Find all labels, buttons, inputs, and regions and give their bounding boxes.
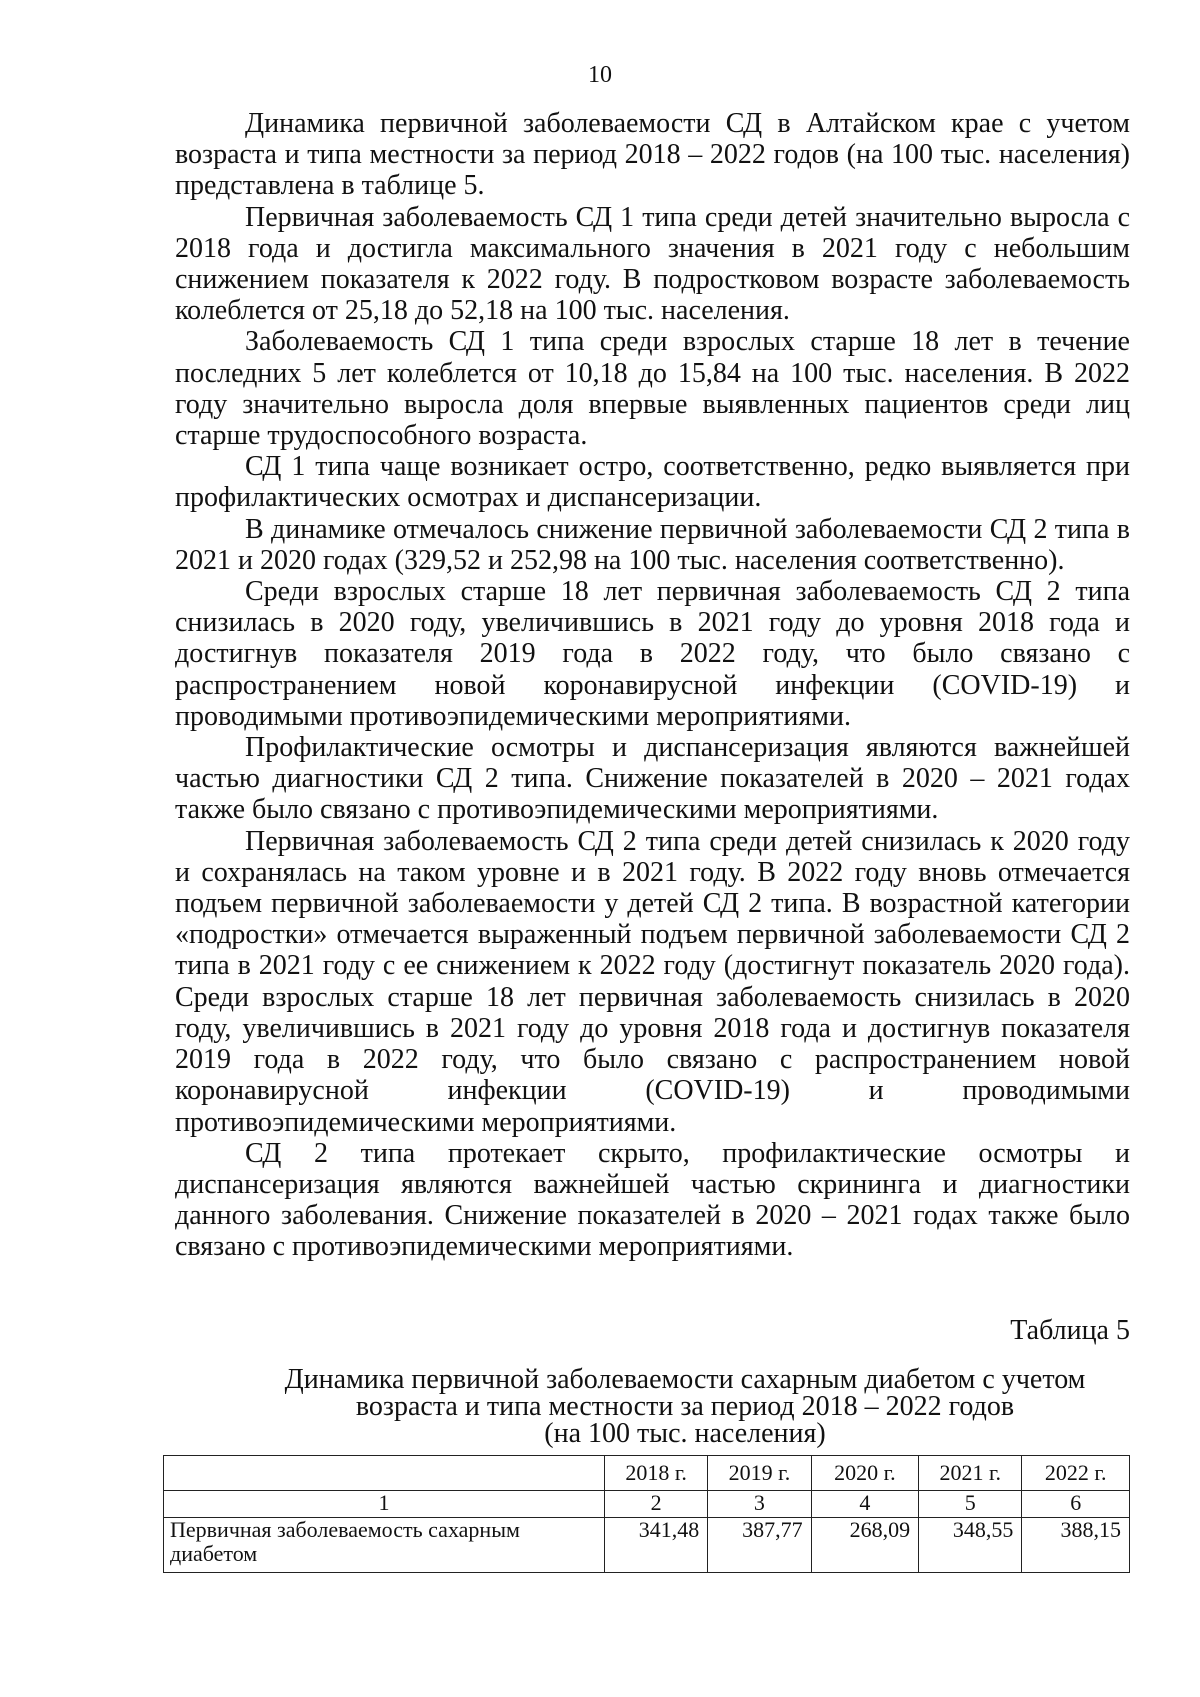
row-label-cell: Первичная заболеваемость сахарным диабетом xyxy=(164,1518,605,1573)
paragraph: Первичная заболеваемость СД 1 типа среди детей значительно выросла с 2018 года и достигла максимального значения в 2021 году с небольшим снижением показателя к 2022 году. В подростковом возрасте заболеваемость колеблется от 25,18 до 52,18 на 100 тыс. населения. xyxy=(175,201,1130,327)
value-cell: 348,55 xyxy=(919,1518,1022,1573)
table-title-line: возраста и типа местности за период 2018 – 2022 годов xyxy=(355,1391,1015,1422)
table-header-cell: 2019 г. xyxy=(708,1456,811,1491)
paragraph: Профилактические осмотры и диспансеризация являются важнейшей частью диагностики СД 2 типа. Снижение показателей в 2020 – 2021 годах также было связано с противоэпидемическими мероприятиями. xyxy=(175,732,1130,826)
table-title-line: Динамика первичной заболеваемости сахарным диабетом с учетом xyxy=(284,1364,1086,1395)
paragraph: В динамике отмечалось снижение первичной заболеваемости СД 2 типа в 2021 и 2020 годах (329,52 и 252,98 на 100 тыс. населения соответственно). xyxy=(175,513,1130,576)
column-number-cell: 2 xyxy=(605,1491,708,1518)
table-header-cell: 2022 г. xyxy=(1022,1456,1130,1491)
table-row xyxy=(164,1518,1130,1573)
column-number-cell: 1 xyxy=(164,1491,605,1518)
column-number-cell: 6 xyxy=(1022,1491,1130,1518)
page-number: 10 xyxy=(588,62,612,88)
table-header-cell xyxy=(164,1456,605,1491)
paragraph: Заболеваемость СД 1 типа среди взрослых старше 18 лет в течение последних 5 лет колеблется от 10,18 до 15,84 на 100 тыс. населения. В 2022 году значительно выросла доля впервые выявленных пациентов среди лиц старше трудоспособного возраста. xyxy=(175,326,1130,452)
paragraph: Динамика первичной заболеваемости СД в Алтайском крае с учетом возраста и типа местности за период 2018 – 2022 годов (на 100 тыс. населения) представлена в таблице 5. xyxy=(175,108,1130,202)
paragraph: СД 1 типа чаще возникает остро, соответственно, редко выявляется при профилактических осмотрах и диспансеризации. xyxy=(175,451,1130,514)
table-column-number-row xyxy=(164,1491,1130,1518)
value-cell: 388,15 xyxy=(1022,1518,1130,1573)
table-header-cell: 2020 г. xyxy=(811,1456,919,1491)
paragraph: Среди взрослых старше 18 лет первичная заболеваемость СД 2 типа снизилась в 2020 году, увеличившись в 2021 году до уровня 2018 года и достигнув показателя 2019 года в 2022 году, что было связано с распространением новой коронавирусной инфекции (COVID-19) и проводимыми противоэпидемическими мероприятиями. xyxy=(175,576,1130,732)
table-header-cell: 2018 г. xyxy=(605,1456,708,1491)
value-cell: 341,48 xyxy=(605,1518,708,1573)
table-header-row xyxy=(164,1456,1130,1491)
column-number-cell: 5 xyxy=(919,1491,1022,1518)
value-cell: 387,77 xyxy=(708,1518,811,1573)
table-title xyxy=(270,1366,1100,1447)
paragraph: СД 2 типа протекает скрыто, профилактические осмотры и диспансеризация являются важнейшей частью скрининга и диагностики данного заболевания. Снижение показателей в 2020 – 2021 годах также было связано с противоэпидемическими мероприятиями. xyxy=(175,1137,1130,1263)
value-cell: 268,09 xyxy=(811,1518,919,1573)
column-number-cell: 4 xyxy=(811,1491,919,1518)
table-title-line: (на 100 тыс. населения) xyxy=(544,1418,826,1449)
column-number-cell: 3 xyxy=(708,1491,811,1518)
table-caption: Таблица 5 xyxy=(1010,1315,1130,1346)
body-text xyxy=(175,108,1130,1263)
paragraph: Первичная заболеваемость СД 2 типа среди детей снизилась к 2020 году и сохранялась на таком уровне и в 2021 году. В 2022 году вновь отмечается подъем первичной заболеваемости у детей СД 2 типа. В возрастной категории «подростки» отмечается выраженный подъем первичной заболеваемости СД 2 типа в 2021 году с ее снижением к 2022 году (достигнут показатель 2020 года). Среди взрослых старше 18 лет первичная заболеваемость снизилась в 2020 году, увеличившись в 2021 году до уровня 2018 года и достигнув показателя 2019 года в 2022 году, что было связано с распространением новой коронавирусной инфекции (COVID-19) и проводимыми противоэпидемическими мероприятиями. xyxy=(175,825,1130,1138)
incidence-table xyxy=(163,1455,1130,1573)
table-header-cell: 2021 г. xyxy=(919,1456,1022,1491)
